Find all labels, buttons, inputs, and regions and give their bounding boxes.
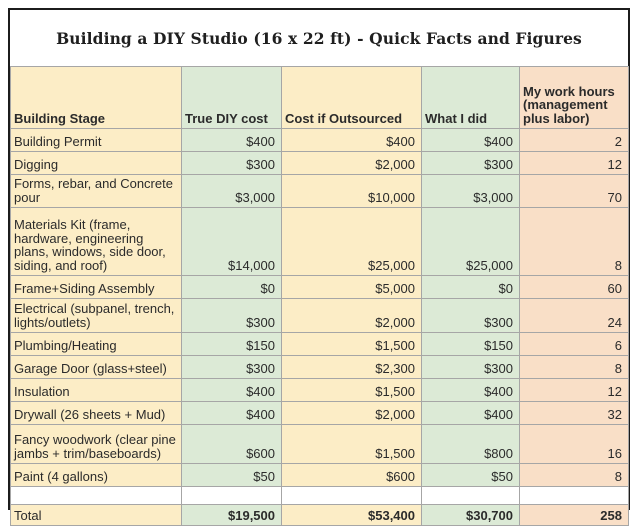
work-hours-cell: 8 [520,356,629,379]
column-header-building-stage: Building Stage [11,67,182,129]
table-row [11,356,629,379]
work-hours-cell: 12 [520,379,629,402]
diy-cost-cell: $300 [182,356,282,379]
diy-cost-cell: $400 [182,379,282,402]
stage-cell: Digging [11,152,182,175]
diy-cost-cell: $50 [182,464,282,487]
diy-cost-cell: $3,000 [182,175,282,208]
outsourced-cost-cell: $10,000 [282,175,422,208]
empty-cell [282,487,422,505]
stage-cell: Forms, rebar, and Concrete pour [11,175,182,208]
outsourced-cost-cell: $1,500 [282,425,422,464]
what-i-did-cell: $300 [422,356,520,379]
work-hours-cell: 16 [520,425,629,464]
column-header-cost-if-outsourced: Cost if Outsourced [282,67,422,129]
stage-cell: Electrical (subpanel, trench, lights/outlets) [11,299,182,333]
what-i-did-cell: $400 [422,129,520,152]
what-i-did-cell: $150 [422,333,520,356]
column-header-my-work-hours: My work hours (management plus labor) [520,67,629,129]
what-i-did-cell: $3,000 [422,175,520,208]
what-i-did-cell: $0 [422,276,520,299]
diy-cost-cell: $0 [182,276,282,299]
table-row [11,208,629,276]
work-hours-cell: 70 [520,175,629,208]
stage-cell: Building Permit [11,129,182,152]
work-hours-cell: 24 [520,299,629,333]
header-row [11,67,629,129]
diy-cost-cell: $150 [182,333,282,356]
what-i-did-cell: $400 [422,402,520,425]
total-outsourced-cost-cell: $53,400 [282,505,422,526]
work-hours-cell: 8 [520,208,629,276]
total-what-i-did-cell: $30,700 [422,505,520,526]
table-row [11,152,629,175]
what-i-did-cell: $800 [422,425,520,464]
stage-cell: Plumbing/Heating [11,333,182,356]
stage-cell: Paint (4 gallons) [11,464,182,487]
diy-cost-cell: $300 [182,152,282,175]
column-header-what-i-did: What I did [422,67,520,129]
work-hours-cell: 12 [520,152,629,175]
what-i-did-cell: $400 [422,379,520,402]
outsourced-cost-cell: $25,000 [282,208,422,276]
table-row [11,402,629,425]
table-frame [8,8,630,523]
work-hours-cell: 2 [520,129,629,152]
stage-cell: Insulation [11,379,182,402]
work-hours-cell: 6 [520,333,629,356]
total-diy-cost-cell: $19,500 [182,505,282,526]
empty-cell [182,487,282,505]
what-i-did-cell: $300 [422,299,520,333]
diy-cost-cell: $400 [182,129,282,152]
table-row [11,379,629,402]
table-row [11,299,629,333]
title-area [10,10,628,66]
page-title: Building a DIY Studio (16 x 22 ft) - Quick Facts and Figures [56,28,582,48]
total-work-hours-cell: 258 [520,505,629,526]
stage-cell: Drywall (26 sheets + Mud) [11,402,182,425]
outsourced-cost-cell: $1,500 [282,333,422,356]
outsourced-cost-cell: $2,000 [282,152,422,175]
table-row [11,464,629,487]
stage-cell: Materials Kit (frame, hardware, engineering plans, windows, side door, siding, and roof) [11,208,182,276]
total-row [11,505,629,526]
stage-cell: Fancy woodwork (clear pine jambs + trim/baseboards) [11,425,182,464]
work-hours-cell: 8 [520,464,629,487]
empty-cell [520,487,629,505]
diy-cost-cell: $300 [182,299,282,333]
column-header-true-diy-cost: True DIY cost [182,67,282,129]
empty-cell [422,487,520,505]
what-i-did-cell: $50 [422,464,520,487]
empty-cell [11,487,182,505]
work-hours-cell: 32 [520,402,629,425]
diy-cost-cell: $400 [182,402,282,425]
outsourced-cost-cell: $5,000 [282,276,422,299]
what-i-did-cell: $300 [422,152,520,175]
spacer-row [11,487,629,505]
outsourced-cost-cell: $2,000 [282,402,422,425]
table-row [11,175,629,208]
table-row [11,333,629,356]
facts-and-figures-table [10,66,629,526]
stage-cell: Garage Door (glass+steel) [11,356,182,379]
outsourced-cost-cell: $2,300 [282,356,422,379]
table-row [11,129,629,152]
diy-cost-cell: $600 [182,425,282,464]
outsourced-cost-cell: $1,500 [282,379,422,402]
outsourced-cost-cell: $2,000 [282,299,422,333]
table-row [11,425,629,464]
table-row [11,276,629,299]
diy-cost-cell: $14,000 [182,208,282,276]
stage-cell: Frame+Siding Assembly [11,276,182,299]
what-i-did-cell: $25,000 [422,208,520,276]
outsourced-cost-cell: $400 [282,129,422,152]
total-label-cell: Total [11,505,182,526]
outsourced-cost-cell: $600 [282,464,422,487]
work-hours-cell: 60 [520,276,629,299]
